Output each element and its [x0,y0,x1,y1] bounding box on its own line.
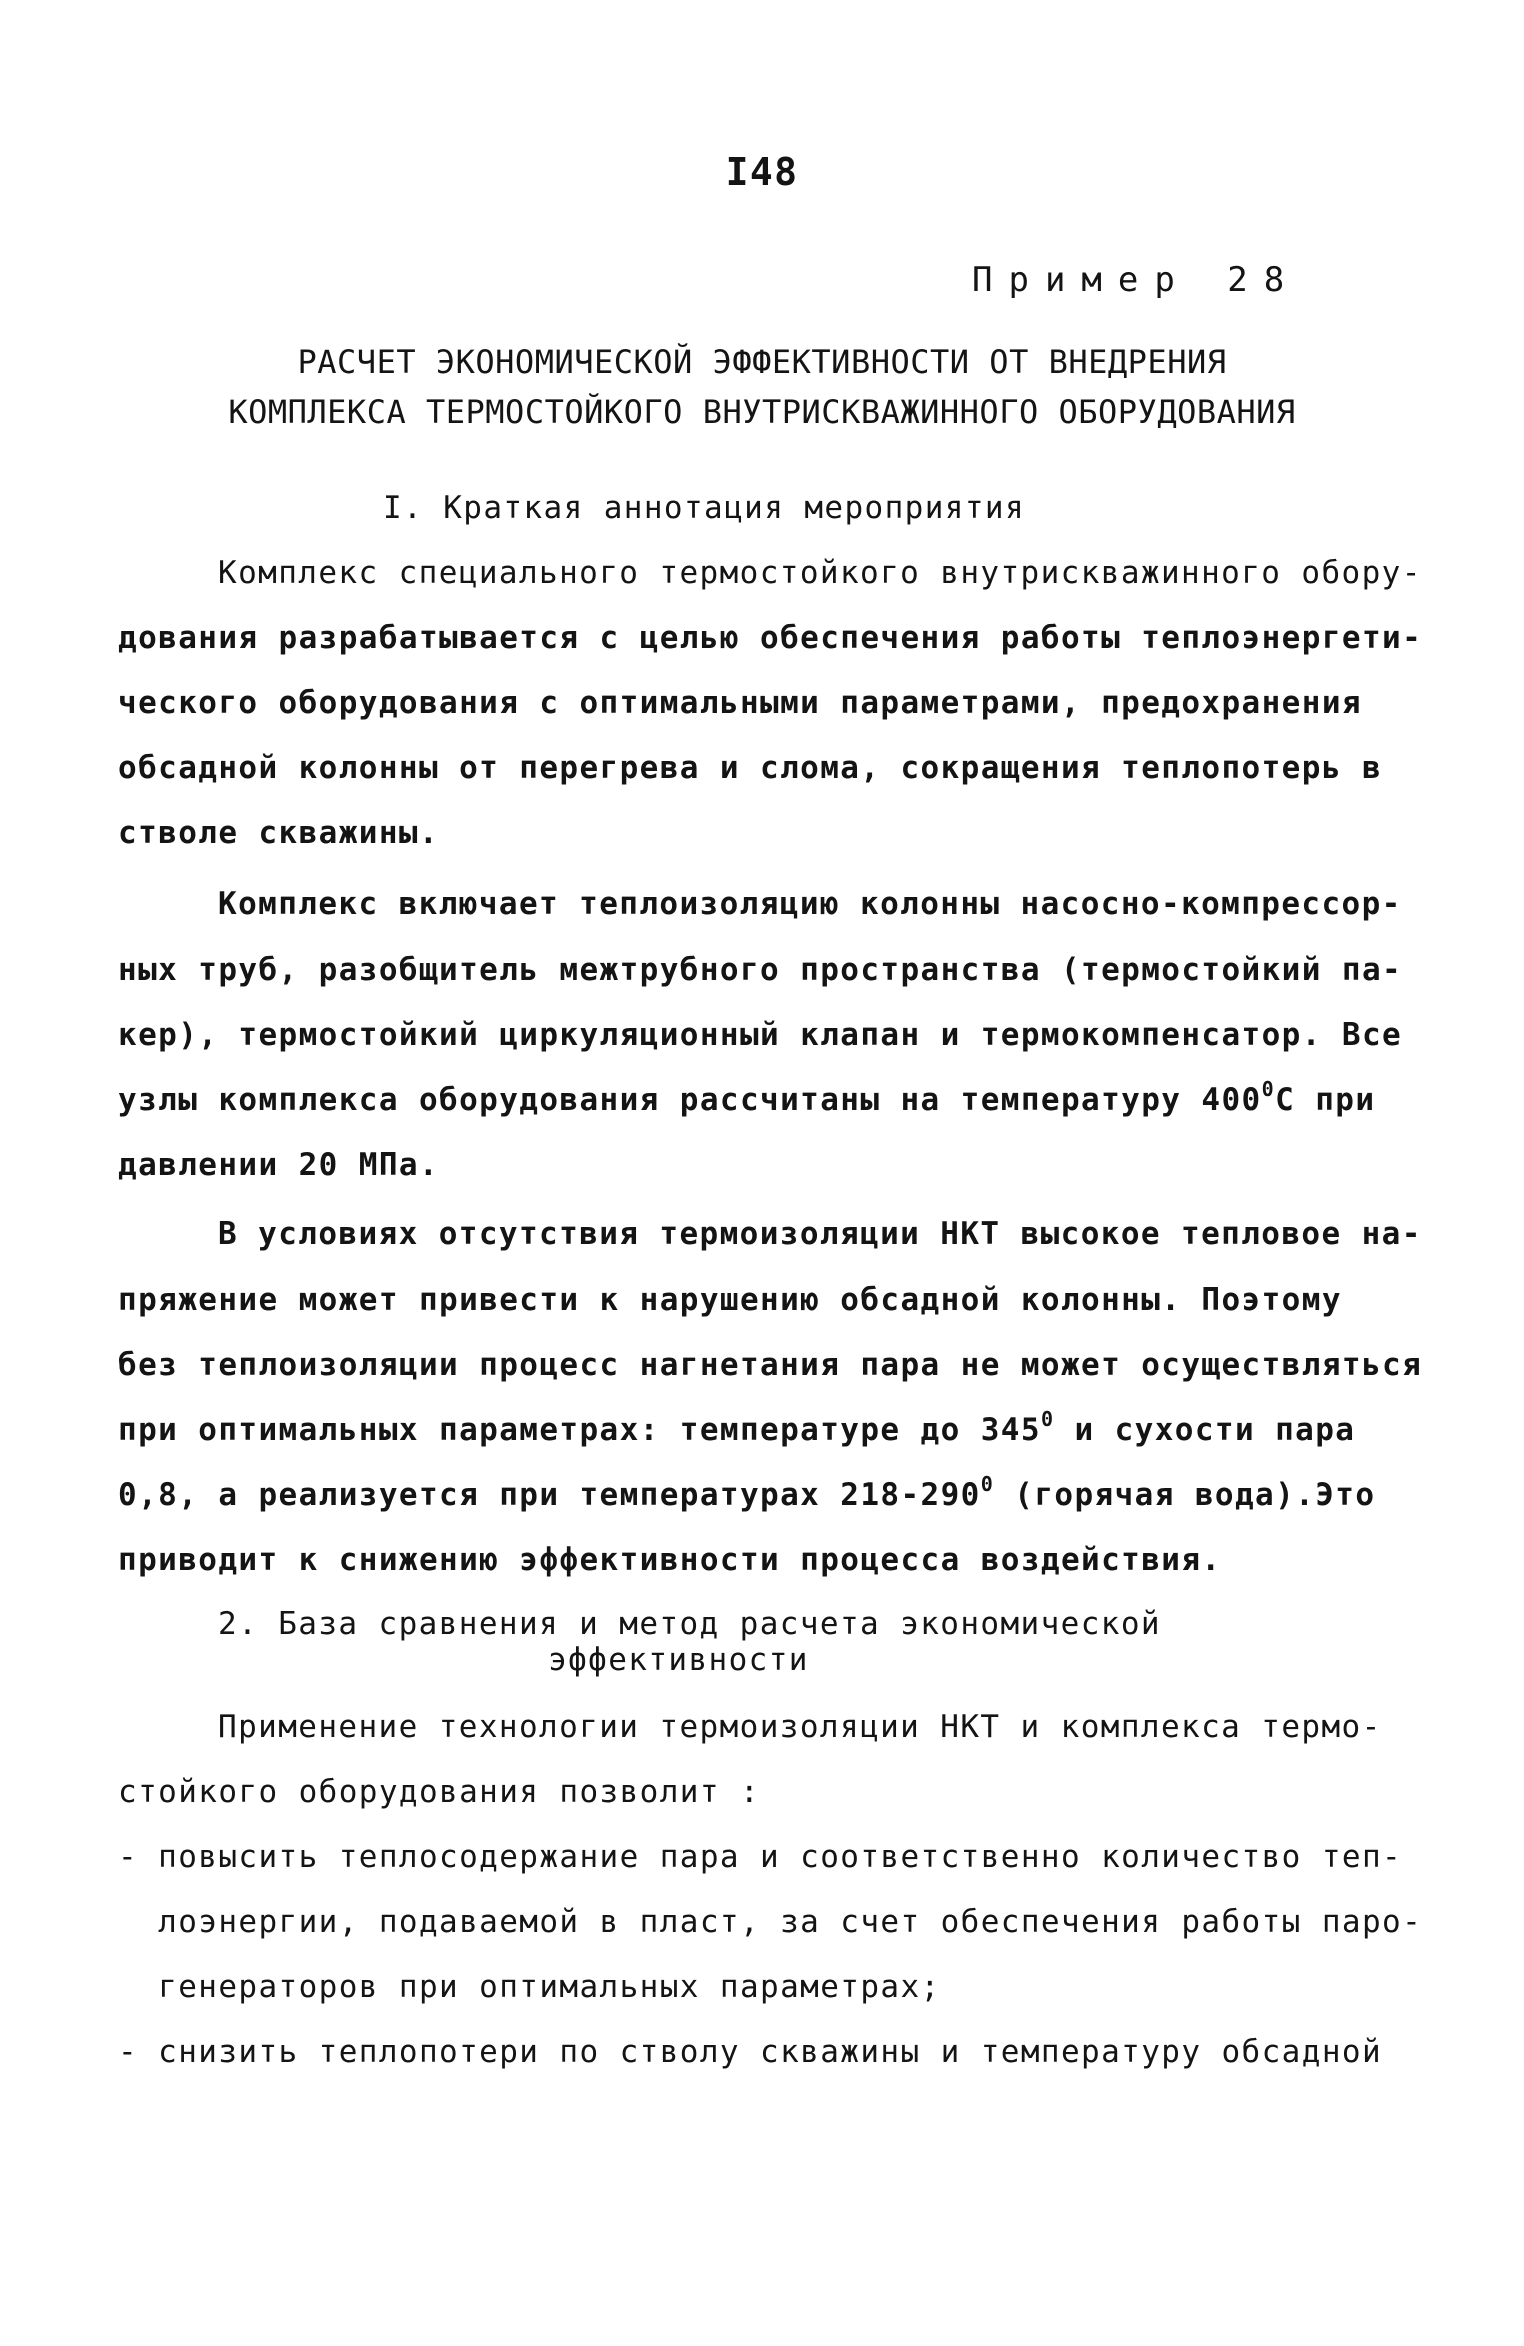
s2-p1-line-2: стойкого оборудования позволит : [118,1774,761,1810]
degree-superscript: 0 [1040,1407,1055,1431]
page-number: I48 [725,150,799,194]
s1-p2-line-2: ных труб, разобщитель межтрубного пространства (термостойкий па- [118,952,1403,988]
degree-superscript: 0 [980,1472,995,1496]
degree-superscript: 0 [1261,1077,1276,1101]
title-line-1: РАСЧЕТ ЭКОНОМИЧЕСКОЙ ЭФФЕКТИВНОСТИ ОТ ВНЕДРЕНИЯ [297,343,1227,381]
s1-p3-line-4-tail: и сухости пара [1054,1412,1356,1448]
section-2-heading-line-2: эффективности [548,1642,809,1678]
s1-p1-line-2: дования разрабатывается с целью обеспечения работы теплоэнергети- [118,620,1423,656]
s1-p2-line-4 [118,1077,1376,1120]
s1-p1-line-5: стволе скважины. [118,815,440,851]
s1-p2-line-1: Комплекс включает теплоизоляцию колонны насосно-компрессор- [218,886,1402,922]
bullet-2-line-1: - снизить теплопотери по стволу скважины и температуру обсадной [118,2034,1383,2070]
s1-p1-line-1: Комплекс специального термостойкого внутрискважинного обору- [218,555,1422,591]
s1-p3-line-4-text: при оптимальных параметрах: температуре до 345 [118,1412,1041,1448]
s1-p3-line-6: приводит к снижению эффективности процесса воздействия. [118,1542,1222,1578]
title-line-2: КОМПЛЕКСА ТЕРМОСТОЙКОГО ВНУТРИСКВАЖИННОГО ОБОРУДОВАНИЯ [228,393,1296,431]
s1-p2-line-4-text: узлы комплекса оборудования рассчитаны на температуру 400 [118,1082,1262,1118]
s1-p3-line-1: В условиях отсутствия термоизоляции НКТ высокое тепловое на- [218,1216,1422,1252]
s1-p3-line-2: пряжение может привести к нарушению обсадной колонны. Поэтому [118,1282,1342,1318]
s1-p3-line-3: без теплоизоляции процесс нагнетания пара не может осуществляться [118,1347,1423,1383]
bullet-1-line-3: генераторов при оптимальных параметрах; [118,1969,941,2005]
s1-p3-line-4 [118,1407,1356,1450]
example-label: Пример 28 [972,260,1301,300]
s1-p2-line-5: давлении 20 МПа. [118,1147,440,1183]
section-2-heading-line-1: 2. База сравнения и метод расчета экономической [218,1606,1161,1642]
s2-p1-line-1: Применение технологии термоизоляции НКТ и комплекса термо- [218,1709,1382,1745]
s1-p2-line-4-tail: С при [1275,1082,1376,1118]
s1-p1-line-4: обсадной колонны от перегрева и слома, сокращения теплопотерь в [118,750,1383,786]
bullet-1-line-2: лоэнергии, подаваемой в пласт, за счет обеспечения работы паро- [118,1904,1423,1940]
s1-p1-line-3: ческого оборудования с оптимальными параметрами, предохранения [118,685,1362,721]
section-1-heading: I. Краткая аннотация мероприятия [383,490,1026,526]
s1-p3-line-5 [118,1472,1376,1515]
s1-p3-line-5-tail: (горячая вода).Это [994,1477,1376,1513]
s1-p3-line-5-text: 0,8, а реализуется при температурах 218-290 [118,1477,981,1513]
s1-p2-line-3: кер), термостойкий циркуляционный клапан и термокомпенсатор. Все [118,1017,1403,1053]
bullet-1-line-1: - повысить теплосодержание пара и соответственно количество теп- [118,1839,1403,1875]
